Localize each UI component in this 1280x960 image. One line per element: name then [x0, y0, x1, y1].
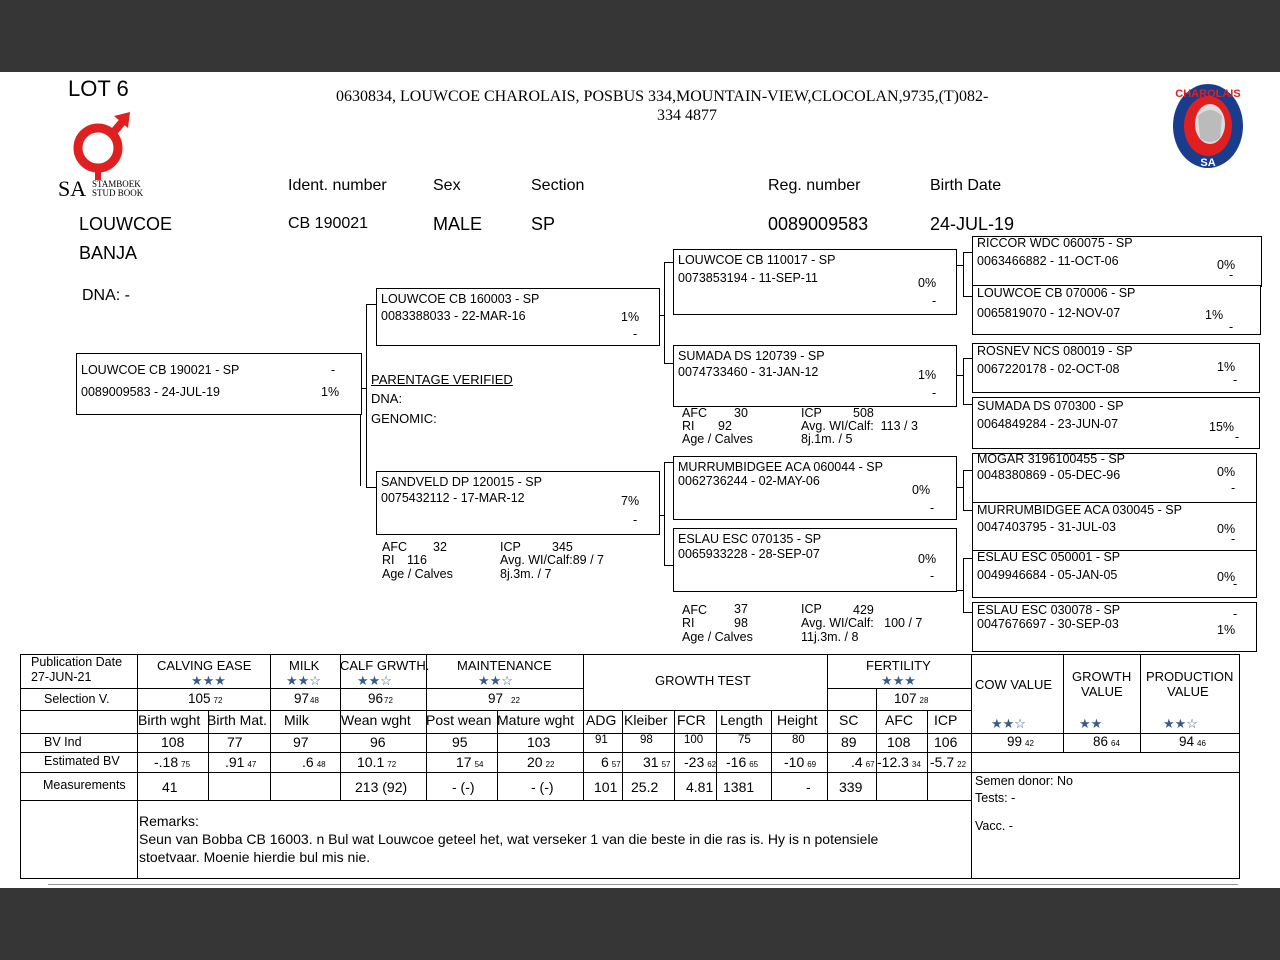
section-value: SP	[531, 214, 556, 234]
accuracy: 48	[310, 696, 319, 705]
ebv-value: .91	[225, 754, 245, 770]
ggp-reg: 0047676697 - 30-SEP-03	[977, 617, 1119, 631]
ggp-box-2	[972, 285, 1261, 335]
subject-pct: 1%	[321, 385, 340, 399]
connector-line	[664, 262, 665, 364]
bv-cell: 106	[934, 734, 958, 750]
stat-value: 345	[552, 540, 573, 554]
ggp-dash: -	[1233, 607, 1238, 621]
measurement-cell: - (-)	[452, 779, 475, 795]
column-header: Milk	[284, 712, 309, 728]
column-header: Post wean	[426, 712, 492, 728]
fertility-stars-icon: ★★★	[881, 673, 916, 688]
stat-label: ICP	[801, 406, 822, 420]
animal-name-line1: LOUWCOE	[79, 214, 173, 234]
dam-dam-box	[673, 528, 957, 592]
connector-line	[963, 252, 964, 296]
bv-cell: 100	[684, 734, 704, 746]
ebv-value: -12.3	[877, 754, 909, 770]
ebv-value: 20	[527, 754, 543, 770]
ggp-reg: 0048380869 - 05-DEC-96	[977, 468, 1121, 482]
ggp-box-1	[972, 236, 1262, 287]
growth-value-bv	[1093, 734, 1120, 749]
selection-fert-value: 107	[894, 691, 917, 706]
growth-value-header: GROWTH	[1072, 669, 1132, 684]
bv-cell: 80	[792, 734, 805, 746]
ds-name: MURRUMBIDGEE ACA 060044 - SP	[678, 460, 883, 474]
genomic-label: GENOMIC:	[371, 411, 437, 426]
ggp-reg: 0049946684 - 05-JAN-05	[977, 568, 1118, 582]
selection-milk-value: 97	[294, 691, 310, 706]
remarks-label: Remarks:	[139, 813, 199, 829]
vaccinations: Vacc. -	[975, 819, 1013, 833]
ggp-dash: -	[1231, 532, 1236, 546]
growth-test-header: GROWTH TEST	[655, 673, 751, 688]
ds-dash: -	[930, 501, 935, 515]
bv-ind-label: BV Ind	[44, 735, 82, 749]
breeder-address-cont: 334 4877	[657, 107, 717, 124]
ebv-cell	[225, 754, 256, 770]
ggp-name: MURRUMBIDGEE ACA 030045 - SP	[977, 503, 1182, 517]
sire-dash: -	[633, 327, 638, 341]
growth-value-header-2: VALUE	[1081, 684, 1123, 699]
stat-value: 8j.1m. / 5	[801, 432, 853, 446]
ebv-cell	[930, 754, 966, 770]
accuracy: 46	[1197, 739, 1206, 748]
stat-label: ICP	[500, 540, 521, 554]
cow-value-bv	[1007, 734, 1034, 749]
stat-label: Age / Calves	[682, 630, 753, 644]
selection-maint	[488, 691, 520, 706]
bv-cell: 77	[227, 734, 243, 750]
ebv-cell	[456, 754, 483, 770]
ds-reg: 0062736244 - 02-MAY-06	[678, 474, 820, 488]
dna-status: DNA: -	[82, 287, 130, 304]
production-value-header: PRODUCTION	[1146, 669, 1234, 684]
accuracy: 42	[1025, 739, 1034, 748]
accuracy: 57	[661, 760, 671, 769]
column-header: Kleiber	[624, 712, 668, 728]
ds-pct: 0%	[912, 483, 931, 497]
calving-ease-stars-icon: ★★★	[191, 673, 226, 688]
ebv-value: -16	[726, 754, 747, 770]
milk-stars-icon: ★★☆	[286, 673, 321, 688]
stat-value: Avg. WI/Calf:89 / 7	[500, 553, 604, 567]
dd-pct: 0%	[918, 552, 937, 566]
ggp-pct: 1%	[1205, 308, 1224, 322]
ebv-cell	[726, 754, 758, 770]
stat-value: 8j.3m. / 7	[500, 567, 552, 581]
ggp-box-4	[972, 397, 1260, 449]
measurement-cell: 25.2	[631, 779, 659, 795]
ebv-cell	[302, 754, 326, 770]
ebv-value: -10	[784, 754, 805, 770]
accuracy: 67	[865, 760, 875, 769]
measurement-cell: 101	[594, 779, 618, 795]
connector-line	[963, 358, 964, 404]
ebv-cell	[784, 754, 816, 770]
ebv-cell	[527, 754, 554, 770]
ggp-pct: 1%	[1217, 623, 1236, 637]
sex-value: MALE	[433, 214, 483, 234]
pedigree-certificate	[0, 72, 1280, 888]
ebv-value: -5.7	[930, 754, 955, 770]
bv-cell: 103	[527, 734, 551, 750]
measurement-cell: 4.81	[686, 779, 714, 795]
accuracy: 72	[384, 696, 393, 705]
ss-reg: 0073853194 - 11-SEP-11	[678, 271, 818, 285]
birth-label: Birth Date	[930, 177, 1002, 194]
ebv-cell	[877, 754, 921, 770]
sd-pct: 1%	[918, 368, 937, 382]
accuracy: 65	[749, 760, 759, 769]
maintenance-stars-icon: ★★☆	[478, 673, 513, 688]
ggp-name: ROSNEV NCS 080019 - SP	[977, 344, 1133, 358]
ggp-pct: 0%	[1217, 570, 1236, 584]
pedigree-subject-box	[76, 353, 362, 415]
sire-dam-box	[673, 345, 957, 407]
stat-value: 92	[718, 419, 732, 433]
accuracy: 34	[911, 760, 921, 769]
connector-line	[366, 304, 376, 305]
measurements-label: Measurements	[43, 778, 126, 792]
ggp-name: ESLAU ESC 030078 - SP	[977, 603, 1121, 617]
birth-date: 24-JUL-19	[930, 214, 1015, 234]
column-header: AFC	[885, 712, 913, 728]
ggp-pct: 15%	[1209, 420, 1235, 434]
production-value-header-2: VALUE	[1167, 684, 1209, 699]
sire-box	[376, 288, 660, 346]
stat-value: 429	[853, 603, 874, 617]
publication-date: 27-JUN-21	[31, 670, 92, 684]
ggp-name: SUMADA DS 070300 - SP	[977, 399, 1124, 413]
ggp-box-5	[972, 453, 1257, 503]
measurement-cell: 339	[839, 779, 863, 795]
stat-label: ICP	[801, 602, 822, 616]
selection-calf	[368, 691, 393, 706]
stat-label: AFC	[382, 540, 407, 554]
sa-studbook-logo	[58, 110, 158, 202]
subject-name: LOUWCOE CB 190021 - SP	[81, 363, 240, 377]
stat-value: 37	[734, 602, 748, 616]
accuracy: 75	[181, 760, 191, 769]
dna-label: DNA:	[371, 391, 403, 406]
column-header: Mature wght	[497, 712, 575, 728]
ebv-cell	[643, 754, 670, 770]
dam-reg: 0075432112 - 17-MAR-12	[381, 491, 525, 505]
ggp-name: LOUWCOE CB 070006 - SP	[977, 286, 1136, 300]
bv-cell: 75	[738, 734, 751, 746]
calf-growth-stars-icon: ★★☆	[357, 673, 392, 688]
stat-label: AFC	[682, 406, 707, 420]
remarks-line2: stoetvaar. Moenie hierdie bul mis nie.	[139, 849, 371, 865]
cow-value: 99	[1007, 734, 1023, 749]
stat-value: Avg. WI/Calf: 113 / 3	[801, 419, 918, 433]
dd-dash: -	[930, 569, 935, 583]
charolais-sa-logo	[1170, 82, 1246, 172]
ebv-value: 17	[456, 754, 472, 770]
ggp-box-7	[972, 550, 1257, 598]
calving-ease-header: CALVING EASE	[157, 658, 252, 673]
ebv-value: 31	[643, 754, 659, 770]
calf-growth-header: CALF GRWTH.	[340, 658, 430, 673]
stat-value: 11j.3m. / 8	[801, 630, 859, 644]
stat-label: Age / Calves	[382, 567, 453, 581]
stat-label: AFC	[682, 603, 707, 617]
bv-cell: 97	[293, 734, 309, 750]
measurement-cell: -	[806, 779, 811, 795]
breeder-address: 0630834, LOUWCOE CHAROLAIS, POSBUS 334,MOUNTAIN-VIEW,CLOCOLAN,9735,(T)082-	[336, 88, 989, 105]
ggp-dash: -	[1233, 577, 1238, 591]
ebv-cell	[684, 754, 716, 770]
cow-value-header: COW VALUE	[975, 677, 1053, 692]
bv-cell: 89	[841, 734, 857, 750]
connector-line	[366, 304, 367, 488]
ebv-value: .4	[851, 754, 863, 770]
ebv-cell	[851, 754, 875, 770]
stat-value: 30	[734, 406, 748, 420]
publication-date-label: Publication Date	[31, 655, 123, 669]
accuracy: 72	[213, 696, 223, 705]
ident-label: Ident. number	[288, 177, 387, 194]
dam-dash: -	[633, 513, 638, 527]
dam-sire-box	[673, 456, 957, 520]
subject-dash: -	[331, 363, 336, 377]
reg-label: Reg. number	[768, 177, 861, 194]
charolais-logo-top-text: CHAROLAIS	[1175, 88, 1241, 100]
dd-name: ESLAU ESC 070135 - SP	[678, 532, 822, 546]
male-symbol-icon	[58, 110, 158, 180]
sd-dash: -	[932, 386, 937, 400]
ggp-name: MOGAR 3196100455 - SP	[977, 452, 1125, 466]
measurement-cell: 41	[162, 779, 178, 795]
accuracy: 28	[919, 696, 929, 705]
ggp-box-6	[972, 502, 1257, 552]
bv-cell: 96	[370, 734, 386, 750]
ggp-name: ESLAU ESC 050001 - SP	[977, 550, 1121, 564]
ggp-reg: 0064849284 - 23-JUN-07	[977, 417, 1119, 431]
production-value-bv	[1179, 734, 1206, 749]
stat-value: 98	[734, 616, 748, 630]
sire-sire-box	[673, 249, 957, 315]
accuracy: 72	[387, 760, 397, 769]
column-header: Birth wght	[138, 712, 201, 728]
ebv-cell	[357, 754, 396, 770]
stat-label: RI	[682, 616, 695, 630]
accuracy: 48	[316, 760, 326, 769]
dam-box	[376, 471, 660, 535]
measurement-cell: - (-)	[531, 779, 554, 795]
semen-donor: Semen donor: No	[975, 774, 1073, 788]
maintenance-header: MAINTENANCE	[457, 658, 552, 673]
stat-value: 32	[433, 540, 447, 554]
parentage-verified: PARENTAGE VERIFIED	[371, 372, 513, 387]
bv-cell: 98	[640, 734, 653, 746]
animal-name-line2: BANJA	[79, 243, 138, 263]
studbook-text: STUD BOOK	[92, 188, 144, 198]
stat-label: Age / Calves	[682, 432, 753, 446]
ss-dash: -	[932, 294, 937, 308]
connector-line	[963, 470, 964, 510]
accuracy: 57	[611, 760, 621, 769]
connector-line	[963, 558, 964, 612]
ebv-value: -23	[684, 754, 705, 770]
column-header: ADG	[586, 712, 617, 728]
bv-cell: 91	[595, 734, 608, 746]
accuracy: 22	[545, 760, 555, 769]
fertility-header: FERTILITY	[866, 658, 931, 673]
accuracy: 22	[511, 696, 520, 705]
sd-name: SUMADA DS 120739 - SP	[678, 349, 825, 363]
accuracy: 47	[247, 760, 257, 769]
selection-calving	[188, 691, 222, 706]
ggp-dash: -	[1229, 320, 1234, 334]
bv-cell: 108	[887, 734, 911, 750]
dd-reg: 0065933228 - 28-SEP-07	[678, 547, 820, 561]
column-header: Length	[720, 712, 763, 728]
ggp-dash: -	[1231, 481, 1236, 495]
estimated-bv-label: Estimated BV	[44, 754, 120, 768]
ggp-pct: 0%	[1217, 258, 1236, 272]
ebv-value: .6	[302, 754, 314, 770]
ebv-cell	[154, 754, 190, 770]
stat-label: RI	[682, 419, 695, 433]
ggp-pct: 0%	[1217, 522, 1236, 536]
charolais-logo-bottom-text: SA	[1200, 157, 1216, 169]
accuracy: 22	[957, 760, 967, 769]
selection-milk	[294, 691, 319, 706]
sex-label: Sex	[433, 177, 461, 194]
accuracy: 54	[474, 760, 484, 769]
accuracy: 64	[1111, 739, 1120, 748]
cow-value-stars-icon: ★★☆	[991, 716, 1026, 731]
selection-label: Selection V.	[44, 692, 110, 706]
ebv-value: 10.1	[357, 754, 385, 770]
column-header: FCR	[677, 712, 706, 728]
ebv-value: -.18	[154, 754, 179, 770]
ebv-value: 6	[601, 754, 609, 770]
stat-value: Avg. WI/Calf: 100 / 7	[801, 616, 923, 630]
ebv-cell	[601, 754, 621, 770]
ggp-dash: -	[1229, 268, 1234, 282]
selection-maint-value: 97	[488, 691, 504, 706]
bv-cell: 95	[452, 734, 468, 750]
connector-line	[366, 487, 376, 488]
stat-value: 508	[853, 406, 874, 420]
column-header: Birth Mat.	[207, 712, 267, 728]
measurement-cell: 1381	[723, 779, 755, 795]
ggp-reg: 0067220178 - 02-OCT-08	[977, 362, 1120, 376]
selection-calving-value: 105	[188, 691, 211, 706]
stat-value: 116	[407, 553, 427, 567]
column-header: SC	[839, 712, 859, 728]
ggp-box-3	[972, 343, 1260, 393]
sd-reg: 0074733460 - 31-JAN-12	[678, 365, 819, 379]
accuracy: 69	[807, 760, 817, 769]
ss-name: LOUWCOE CB 110017 - SP	[678, 253, 836, 267]
ss-pct: 0%	[918, 276, 937, 290]
accuracy: 62	[707, 760, 717, 769]
column-header: ICP	[934, 712, 958, 728]
production-value-stars-icon: ★★☆	[1163, 716, 1198, 731]
milk-header: MILK	[289, 658, 320, 673]
stamboek-text: STAMBOEK	[92, 179, 141, 189]
sire-name: LOUWCOE CB 160003 - SP	[381, 292, 540, 306]
growth-value-stars-icon: ★★	[1079, 716, 1103, 731]
column-header: Wean wght	[341, 712, 411, 728]
remarks-line1: Seun van Bobba CB 16003. n Bul wat Louwcoe geteel het, wat verseker 1 van die beste in die ras is. Hy is n potensiele	[139, 831, 879, 847]
reg-number: 0089009583	[768, 214, 869, 234]
ggp-reg: 0063466882 - 11-OCT-06	[977, 254, 1119, 268]
ggp-box-8	[972, 602, 1257, 652]
ggp-reg: 0065819070 - 12-NOV-07	[977, 306, 1121, 320]
growth-value: 86	[1093, 734, 1109, 749]
ggp-dash: -	[1233, 373, 1238, 387]
ggp-dash: -	[1235, 430, 1240, 444]
dam-name: SANDVELD DP 120015 - SP	[381, 475, 542, 489]
tests: Tests: -	[975, 791, 1016, 805]
sire-pct: 1%	[621, 310, 640, 324]
ggp-reg: 0047403795 - 31-JUL-03	[977, 520, 1116, 534]
column-header: Height	[777, 712, 818, 728]
connector-line	[664, 462, 665, 566]
ggp-name: RICCOR WDC 060075 - SP	[977, 236, 1133, 250]
dam-pct: 7%	[621, 494, 640, 508]
ggp-pct: 1%	[1217, 360, 1236, 374]
bv-cell: 108	[161, 734, 185, 750]
ident-number: CB 190021	[288, 215, 369, 232]
section-label: Section	[531, 177, 585, 194]
sire-reg: 0083388033 - 22-MAR-16	[381, 309, 526, 323]
lot-number: LOT 6	[68, 76, 129, 101]
selection-calf-value: 96	[368, 691, 384, 706]
stat-label: RI	[382, 553, 395, 567]
measurement-cell: 213 (92)	[355, 779, 408, 795]
sa-logo-text: SA	[58, 176, 87, 201]
subject-reg: 0089009583 - 24-JUL-19	[81, 385, 220, 399]
production-value: 94	[1179, 734, 1195, 749]
ggp-pct: 0%	[1217, 465, 1236, 479]
selection-fert	[894, 691, 928, 706]
